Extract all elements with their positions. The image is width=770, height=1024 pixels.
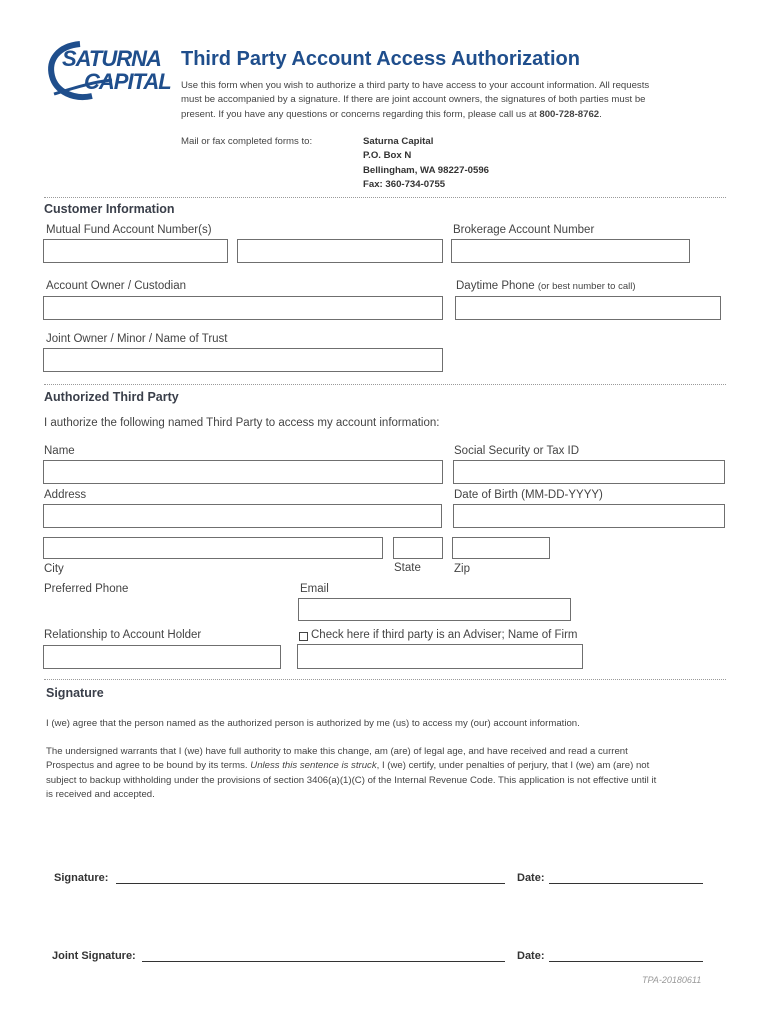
relationship-field[interactable] <box>43 645 281 669</box>
signature-warranty <box>46 745 736 803</box>
warranty-line-2: Prospectus and agree to be bound by its terms. <box>46 760 251 772</box>
divider <box>44 384 726 385</box>
mutual-fund-field-1[interactable] <box>43 239 228 263</box>
page-title: Third Party Account Access Authorization <box>181 48 580 70</box>
warranty-line-2-rest: , I (we) certify, under penalties of perjury, that I (we) am (are) not <box>376 760 650 772</box>
daytime-phone-field[interactable] <box>455 296 721 320</box>
address-line: Fax: 360-734-0755 <box>363 179 446 191</box>
dob-label: Date of Birth (MM-DD-YYYY) <box>454 489 603 501</box>
email-label: Email <box>300 583 329 595</box>
daytime-phone-text: Daytime Phone <box>456 280 535 292</box>
signature-agreement: I (we) agree that the person named as the authorized person is authorized by me (us) to access my (our) account information. <box>46 718 580 729</box>
address-line: Saturna Capital <box>363 136 434 147</box>
warranty-italic: Unless this sentence is struck <box>250 760 377 772</box>
authorize-statement: I authorize the following named Third Party to access my account information: <box>44 417 440 429</box>
phone-number: 800-728-8762 <box>539 108 600 120</box>
joint-date-label: Date: <box>517 950 545 962</box>
zip-label: Zip <box>454 563 470 575</box>
owner-field[interactable] <box>43 296 443 320</box>
firm-name-field[interactable] <box>297 644 583 669</box>
city-label: City <box>44 563 64 575</box>
mail-label: Mail or fax completed forms to: <box>181 136 313 147</box>
brokerage-field[interactable] <box>451 239 690 263</box>
city-field[interactable] <box>43 537 383 559</box>
warranty-line-1: The undersigned warrants that I (we) have full authority to make this change, am (are) of legal age, and have received and read a current <box>46 746 628 757</box>
joint-signature-line[interactable] <box>142 961 505 962</box>
date-label: Date: <box>517 872 545 884</box>
divider <box>44 679 726 680</box>
logo-text-bottom: CAPITAL <box>84 69 171 94</box>
warranty-line-4: is received and accepted. <box>46 789 155 801</box>
relationship-label: Relationship to Account Holder <box>44 629 202 641</box>
joint-owner-label: Joint Owner / Minor / Name of Trust <box>46 333 228 345</box>
state-field[interactable] <box>393 537 443 559</box>
signature-label: Signature: <box>54 872 109 884</box>
intro-line-1: Use this form when you wish to authorize a third party to have access to your account information. All requests <box>181 80 650 91</box>
address-line: Bellingham, WA 98227-0596 <box>363 164 490 176</box>
address-field[interactable] <box>43 504 442 528</box>
ssn-field[interactable] <box>453 460 725 484</box>
logo <box>44 36 174 106</box>
logo-text-top: SATURNA <box>62 46 161 71</box>
daytime-phone-label <box>456 280 636 292</box>
ssn-label: Social Security or Tax ID <box>454 445 580 457</box>
email-field[interactable] <box>298 598 571 621</box>
adviser-checkbox[interactable] <box>299 632 308 641</box>
mutual-fund-field-2[interactable] <box>237 239 443 263</box>
signature-heading: Signature <box>46 686 104 700</box>
intro-line-2: must be accompanied by a signature. If there are joint account owners, the signatures of both parties must be <box>181 94 646 106</box>
address-label: Address <box>44 489 87 501</box>
mail-address <box>363 135 489 193</box>
brokerage-label: Brokerage Account Number <box>453 224 595 236</box>
mutual-fund-label: Mutual Fund Account Number(s) <box>46 224 212 236</box>
joint-signature-label: Joint Signature: <box>52 950 136 962</box>
customer-heading: Customer Information <box>44 202 175 216</box>
address-line: P.O. Box N <box>363 150 412 162</box>
intro-text: Use this form when you wish to authorize a third party to have access to your account information. All requests must be accompanied by a signature. If there are joint account owners, the signatures of both parties must be present. If you have any questions or concerns regarding this form, please call us at 800-728-8762. <box>181 79 741 122</box>
preferred-phone-label: Preferred Phone <box>44 583 129 595</box>
form-id: TPA-20180611 <box>642 975 702 985</box>
state-label: State <box>394 562 421 574</box>
dob-field[interactable] <box>453 504 725 528</box>
date-line[interactable] <box>549 883 703 884</box>
intro-line-3: present. If you have any questions or concerns regarding this form, please call us at <box>181 108 540 120</box>
name-label: Name <box>44 445 75 457</box>
name-field[interactable] <box>43 460 443 484</box>
joint-date-line[interactable] <box>549 961 703 962</box>
signature-line[interactable] <box>116 883 505 884</box>
zip-field[interactable] <box>452 537 550 559</box>
owner-label: Account Owner / Custodian <box>46 280 186 292</box>
third-party-heading: Authorized Third Party <box>44 390 179 404</box>
divider <box>44 197 726 198</box>
joint-owner-field[interactable] <box>43 348 443 372</box>
adviser-check-label: Check here if third party is an Adviser; Name of Firm <box>311 629 578 641</box>
warranty-line-3: subject to backup withholding under the provisions of section 3406(a)(1)(C) of the Internal Revenue Code. This application is not effective until it <box>46 774 657 786</box>
daytime-phone-note: (or best number to call) <box>537 281 636 292</box>
